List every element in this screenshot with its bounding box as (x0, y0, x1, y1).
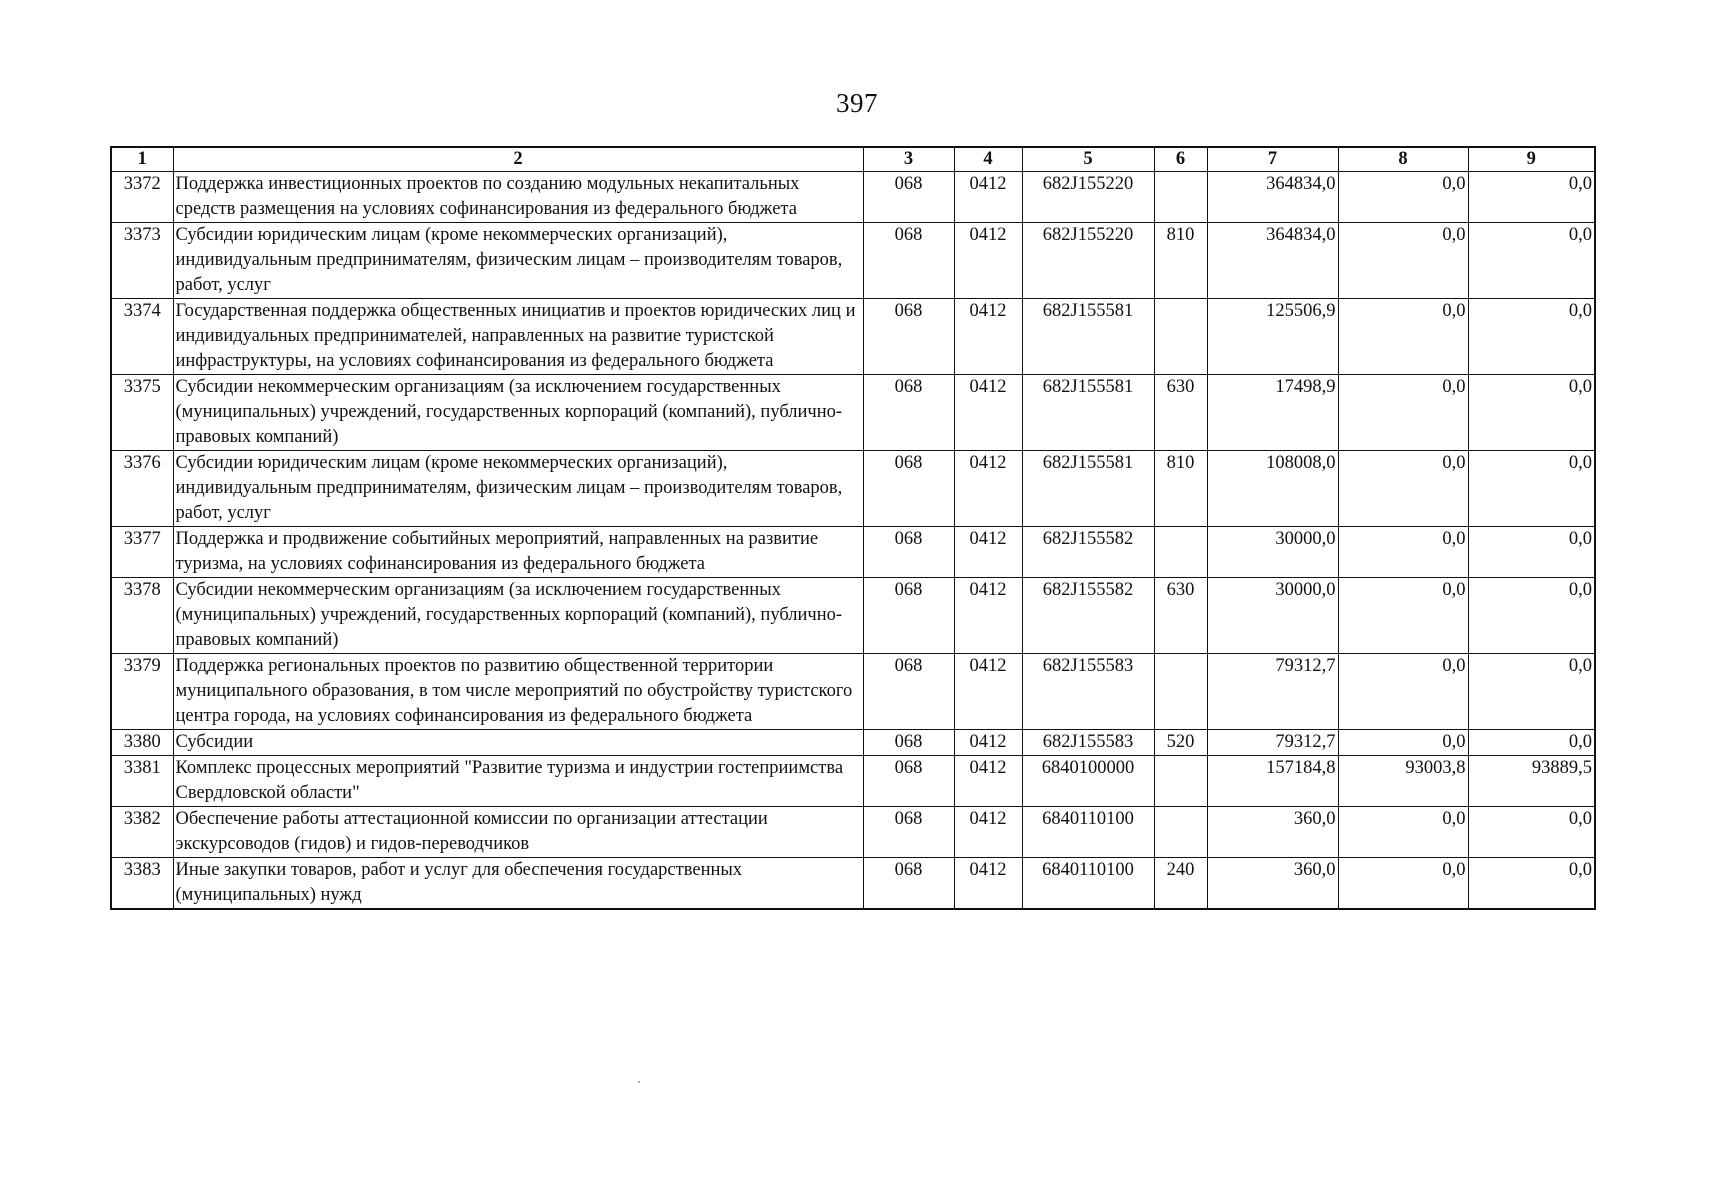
row-expense-type (1154, 756, 1207, 807)
row-target-code: 682J155220 (1022, 172, 1154, 223)
row-target-code: 682J155581 (1022, 375, 1154, 451)
row-amount-col8: 0,0 (1338, 654, 1468, 730)
row-expense-type (1154, 172, 1207, 223)
row-expense-type (1154, 807, 1207, 858)
row-ministry-code: 068 (863, 730, 954, 756)
row-amount-col9: 0,0 (1468, 451, 1595, 527)
row-amount-col7: 17498,9 (1207, 375, 1338, 451)
row-section-code: 0412 (954, 451, 1022, 527)
row-name: Комплекс процессных мероприятий "Развитие туризма и индустрии гостеприимства Свердловской области" (173, 756, 863, 807)
row-number: 3378 (111, 578, 173, 654)
row-section-code: 0412 (954, 756, 1022, 807)
header-col-4: 4 (954, 147, 1022, 172)
table-row (111, 299, 1595, 375)
row-amount-col8: 0,0 (1338, 578, 1468, 654)
row-ministry-code: 068 (863, 807, 954, 858)
row-target-code: 682J155581 (1022, 451, 1154, 527)
row-ministry-code: 068 (863, 527, 954, 578)
row-number: 3374 (111, 299, 173, 375)
row-amount-col9: 0,0 (1468, 858, 1595, 910)
row-expense-type: 810 (1154, 223, 1207, 299)
row-target-code: 682J155583 (1022, 730, 1154, 756)
row-expense-type: 240 (1154, 858, 1207, 910)
row-amount-col9: 0,0 (1468, 299, 1595, 375)
row-amount-col7: 360,0 (1207, 807, 1338, 858)
row-amount-col7: 364834,0 (1207, 223, 1338, 299)
row-amount-col9: 0,0 (1468, 527, 1595, 578)
row-amount-col7: 125506,9 (1207, 299, 1338, 375)
row-amount-col9: 0,0 (1468, 807, 1595, 858)
row-target-code: 6840110100 (1022, 807, 1154, 858)
row-ministry-code: 068 (863, 858, 954, 910)
row-target-code: 682J155582 (1022, 527, 1154, 578)
row-ministry-code: 068 (863, 223, 954, 299)
budget-table (110, 146, 1596, 910)
row-name: Субсидии (173, 730, 863, 756)
row-section-code: 0412 (954, 807, 1022, 858)
row-target-code: 682J155582 (1022, 578, 1154, 654)
table-row (111, 756, 1595, 807)
row-target-code: 682J155583 (1022, 654, 1154, 730)
table-row (111, 223, 1595, 299)
row-target-code: 682J155220 (1022, 223, 1154, 299)
header-col-6: 6 (1154, 147, 1207, 172)
row-section-code: 0412 (954, 299, 1022, 375)
row-target-code: 6840110100 (1022, 858, 1154, 910)
row-amount-col7: 108008,0 (1207, 451, 1338, 527)
row-amount-col8: 0,0 (1338, 858, 1468, 910)
row-section-code: 0412 (954, 172, 1022, 223)
row-ministry-code: 068 (863, 172, 954, 223)
row-amount-col9: 0,0 (1468, 172, 1595, 223)
page-number: 397 (836, 88, 878, 118)
row-amount-col9: 0,0 (1468, 654, 1595, 730)
row-section-code: 0412 (954, 858, 1022, 910)
row-amount-col9: 0,0 (1468, 223, 1595, 299)
header-col-7: 7 (1207, 147, 1338, 172)
row-ministry-code: 068 (863, 654, 954, 730)
row-ministry-code: 068 (863, 578, 954, 654)
row-ministry-code: 068 (863, 375, 954, 451)
row-amount-col8: 0,0 (1338, 299, 1468, 375)
row-amount-col8: 0,0 (1338, 375, 1468, 451)
row-amount-col9: 0,0 (1468, 375, 1595, 451)
row-name: Иные закупки товаров, работ и услуг для обеспечения государственных (муниципальных) нужд (173, 858, 863, 910)
row-name: Субсидии юридическим лицам (кроме некоммерческих организаций), индивидуальным предпринимателям, физическим лицам – производителям товаров, работ, услуг (173, 223, 863, 299)
row-amount-col7: 30000,0 (1207, 578, 1338, 654)
row-amount-col8: 93003,8 (1338, 756, 1468, 807)
row-section-code: 0412 (954, 578, 1022, 654)
row-expense-type (1154, 299, 1207, 375)
row-amount-col7: 30000,0 (1207, 527, 1338, 578)
row-section-code: 0412 (954, 375, 1022, 451)
table-row (111, 172, 1595, 223)
row-amount-col8: 0,0 (1338, 223, 1468, 299)
row-section-code: 0412 (954, 654, 1022, 730)
row-number: 3375 (111, 375, 173, 451)
table-row (111, 654, 1595, 730)
row-amount-col8: 0,0 (1338, 172, 1468, 223)
row-number: 3376 (111, 451, 173, 527)
row-section-code: 0412 (954, 527, 1022, 578)
row-amount-col8: 0,0 (1338, 730, 1468, 756)
header-col-5: 5 (1022, 147, 1154, 172)
row-section-code: 0412 (954, 223, 1022, 299)
row-amount-col8: 0,0 (1338, 451, 1468, 527)
table-row (111, 527, 1595, 578)
row-expense-type (1154, 527, 1207, 578)
header-col-9: 9 (1468, 147, 1595, 172)
header-col-2: 2 (173, 147, 863, 172)
table-body (111, 172, 1595, 910)
row-number: 3383 (111, 858, 173, 910)
row-amount-col7: 79312,7 (1207, 730, 1338, 756)
table-row (111, 578, 1595, 654)
row-expense-type: 810 (1154, 451, 1207, 527)
row-number: 3372 (111, 172, 173, 223)
row-number: 3380 (111, 730, 173, 756)
row-name: Поддержка региональных проектов по развитию общественной территории муниципального образования, в том числе мероприятий по обустройству туристского центра города, на условиях софинансирования из федерального бюджета (173, 654, 863, 730)
scan-speck (638, 1081, 640, 1083)
row-amount-col8: 0,0 (1338, 807, 1468, 858)
row-amount-col9: 0,0 (1468, 730, 1595, 756)
row-amount-col7: 360,0 (1207, 858, 1338, 910)
row-ministry-code: 068 (863, 451, 954, 527)
row-amount-col7: 157184,8 (1207, 756, 1338, 807)
row-name: Обеспечение работы аттестационной комиссии по организации аттестации экскурсоводов (гидов) и гидов-переводчиков (173, 807, 863, 858)
row-ministry-code: 068 (863, 756, 954, 807)
table-row (111, 730, 1595, 756)
row-name: Субсидии юридическим лицам (кроме некоммерческих организаций), индивидуальным предпринимателям, физическим лицам – производителям товаров, работ, услуг (173, 451, 863, 527)
row-number: 3382 (111, 807, 173, 858)
table-row (111, 858, 1595, 910)
row-expense-type: 520 (1154, 730, 1207, 756)
header-col-8: 8 (1338, 147, 1468, 172)
row-name: Поддержка и продвижение событийных мероприятий, направленных на развитие туризма, на условиях софинансирования из федерального бюджета (173, 527, 863, 578)
row-amount-col8: 0,0 (1338, 527, 1468, 578)
row-name: Субсидии некоммерческим организациям (за исключением государственных (муниципальных) учреждений, государственных корпораций (компаний), публично-правовых компаний) (173, 578, 863, 654)
header-row (111, 147, 1595, 172)
row-name: Государственная поддержка общественных инициатив и проектов юридических лиц и индивидуальных предпринимателей, направленных на развитие туристской инфраструктуры, на условиях софинансирования из федерального бюджета (173, 299, 863, 375)
row-number: 3377 (111, 527, 173, 578)
row-expense-type (1154, 654, 1207, 730)
row-name: Субсидии некоммерческим организациям (за исключением государственных (муниципальных) учреждений, государственных корпораций (компаний), публично-правовых компаний) (173, 375, 863, 451)
row-number: 3379 (111, 654, 173, 730)
row-amount-col9: 0,0 (1468, 578, 1595, 654)
table-row (111, 375, 1595, 451)
row-expense-type: 630 (1154, 375, 1207, 451)
row-amount-col7: 364834,0 (1207, 172, 1338, 223)
row-target-code: 682J155581 (1022, 299, 1154, 375)
row-number: 3381 (111, 756, 173, 807)
table-row (111, 451, 1595, 527)
header-col-1: 1 (111, 147, 173, 172)
row-number: 3373 (111, 223, 173, 299)
row-amount-col9: 93889,5 (1468, 756, 1595, 807)
row-section-code: 0412 (954, 730, 1022, 756)
row-expense-type: 630 (1154, 578, 1207, 654)
header-col-3: 3 (863, 147, 954, 172)
row-name: Поддержка инвестиционных проектов по созданию модульных некапитальных средств размещения на условиях софинансирования из федерального бюджета (173, 172, 863, 223)
row-amount-col7: 79312,7 (1207, 654, 1338, 730)
table-row (111, 807, 1595, 858)
row-ministry-code: 068 (863, 299, 954, 375)
row-target-code: 6840100000 (1022, 756, 1154, 807)
